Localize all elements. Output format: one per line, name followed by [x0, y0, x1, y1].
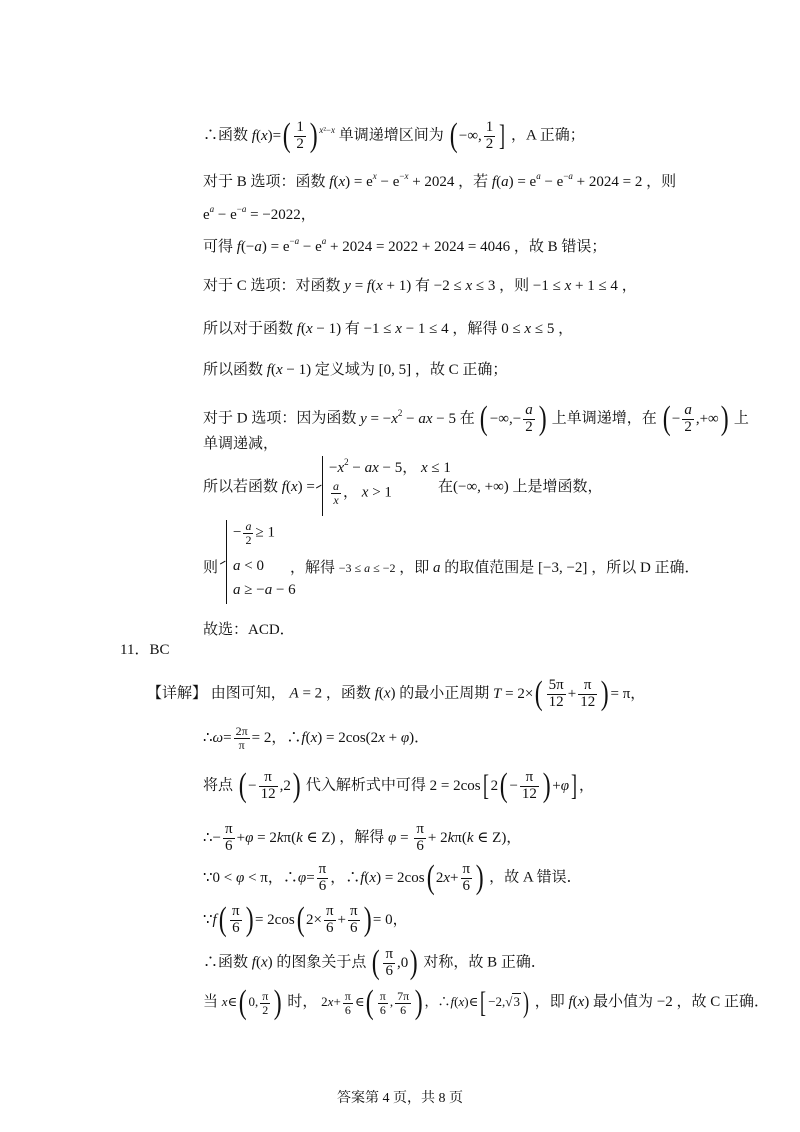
system-brace: − $\frac{a}{2}$ ≥ 1 a < 0 a ≥ −a − 6: [226, 520, 317, 604]
q11-line-7: ∴函数 f(x) 的图象关于点 ( $\frac{\pi}{6}$ ,0) 对称，故 B 正确．: [203, 944, 546, 982]
answer-choice: 故选：ACD．: [203, 622, 295, 638]
line-7: 所以函数 f(x − 1) 定义域为 [0, 5] ，故 C 正确；: [203, 362, 508, 378]
q11-line-8: 当 x∈( 0, $\frac{\pi}{2}$ ) 时， 2x+ $\frac{\pi}{6}$ ∈( $\frac{\pi}{6}$ , $\frac{7\pi}{6}$ ) ，∴f(x)∈[ −2,√3 ) ，即 f(x) 最小值为 −2 ，故 C 正确．: [203, 984, 770, 1022]
line-6: 所以对于函数 f(x − 1) 有 −1 ≤ x − 1 ≤ 4 ，解得 0 ≤ x ≤ 5 ，: [203, 321, 574, 337]
q11-line-3: 将点 ( − $\frac{\pi}{12}$ ,2) 代入解析式中可得 2 = 2cos[ 2( − $\frac{\pi}{12}$ ) +φ] ，: [203, 767, 595, 805]
q11-line-4: ∴− $\frac{\pi}{6}$ +φ = 2kπ(k ∈ Z) ，解得 φ = $\frac{\pi}{6}$ + 2kπ(k ∈ Z)，: [203, 821, 522, 854]
line-5: 对于 C 选项：对函数 y = f(x + 1) 有 −2 ≤ x ≤ 3 ，则 −1 ≤ x + 1 ≤ 4 ，: [203, 278, 637, 294]
q11-line-1: 【详解】 由图可知， A = 2 ，函数 f(x) 的最小正周期 T = 2×( $\frac{5\pi}{12}$ + $\frac{\pi}{12}$ ) = π，: [147, 675, 646, 713]
interval: ( −∞, $\frac{1}{2}$ ]: [449, 117, 506, 155]
line-11-prefix: 则: [203, 560, 219, 576]
line-4: 可得 $f(-a) = e^{-a} - e^a + 2024 = 2022 + 2024 = 4046$ ，故 B 错误；: [203, 236, 607, 255]
line-10-prefix: 所以若函数 f(x) =: [203, 479, 315, 495]
line-2: 对于 B 选项：函数 $f(x) = e^x - e^{-x} + 2024$ ，若 $f(a) = e^a - e^{-a} + 2024 = 2$ ，则: [203, 171, 677, 190]
line-8: 对于 D 选项：因为函数 $y = -x^2$ − ax − 5 在 ( −∞,− $\frac{a}{2}$ ) 上单调递增，在 ( − $\frac{a}{2}$ ,+∞) 上: [203, 400, 749, 438]
q11-line-2: ∴ω= $\frac{2\pi}{\pi}$ = 2，∴f(x) = 2cos(2x + φ)．: [203, 724, 430, 752]
page-footer: 答案第 4 页，共 8 页: [337, 1091, 463, 1106]
detail-tag: 【详解】: [147, 685, 208, 702]
line-1: ∴函数 f(x)=( $\frac{1}{2}$ ) $^{x^2-x}$ 单调递增区间为 ( −∞, $\frac{1}{2}$ ] ，A 正确；: [203, 117, 585, 155]
q11-line-5: ∵0 < φ < π，∴φ= $\frac{\pi}{6}$ ，∴f(x) = 2cos( 2x+ $\frac{\pi}{6}$ ) ，故 A 错误．: [203, 859, 582, 897]
line-3: $e^a - e^{-a} = -2022$，: [203, 204, 316, 223]
question-11-label: 11．BC: [120, 642, 170, 658]
line-11-suffix: ，解得 −3 ≤ a ≤ −2 ，即 a 的取值范围是 [−3, −2] ，所以 D 正确．: [290, 560, 700, 576]
formula: f(x)=( $\frac{1}{2}$ ) $^{x^2-x}$: [251, 117, 336, 155]
q11-line-6: ∵f( $\frac{\pi}{6}$ ) = 2cos( 2× $\frac{\pi}{6}$ + $\frac{\pi}{6}$ ) = 0，: [203, 901, 408, 939]
line-10-suffix: 在(−∞, +∞) 上是增函数，: [438, 479, 603, 495]
line-9: 单调递减，: [203, 436, 279, 452]
piecewise-brace: $-x^2$ − ax − 5， x ≤ 1 $\frac{a}{x}$ ， x > 1: [322, 456, 453, 516]
